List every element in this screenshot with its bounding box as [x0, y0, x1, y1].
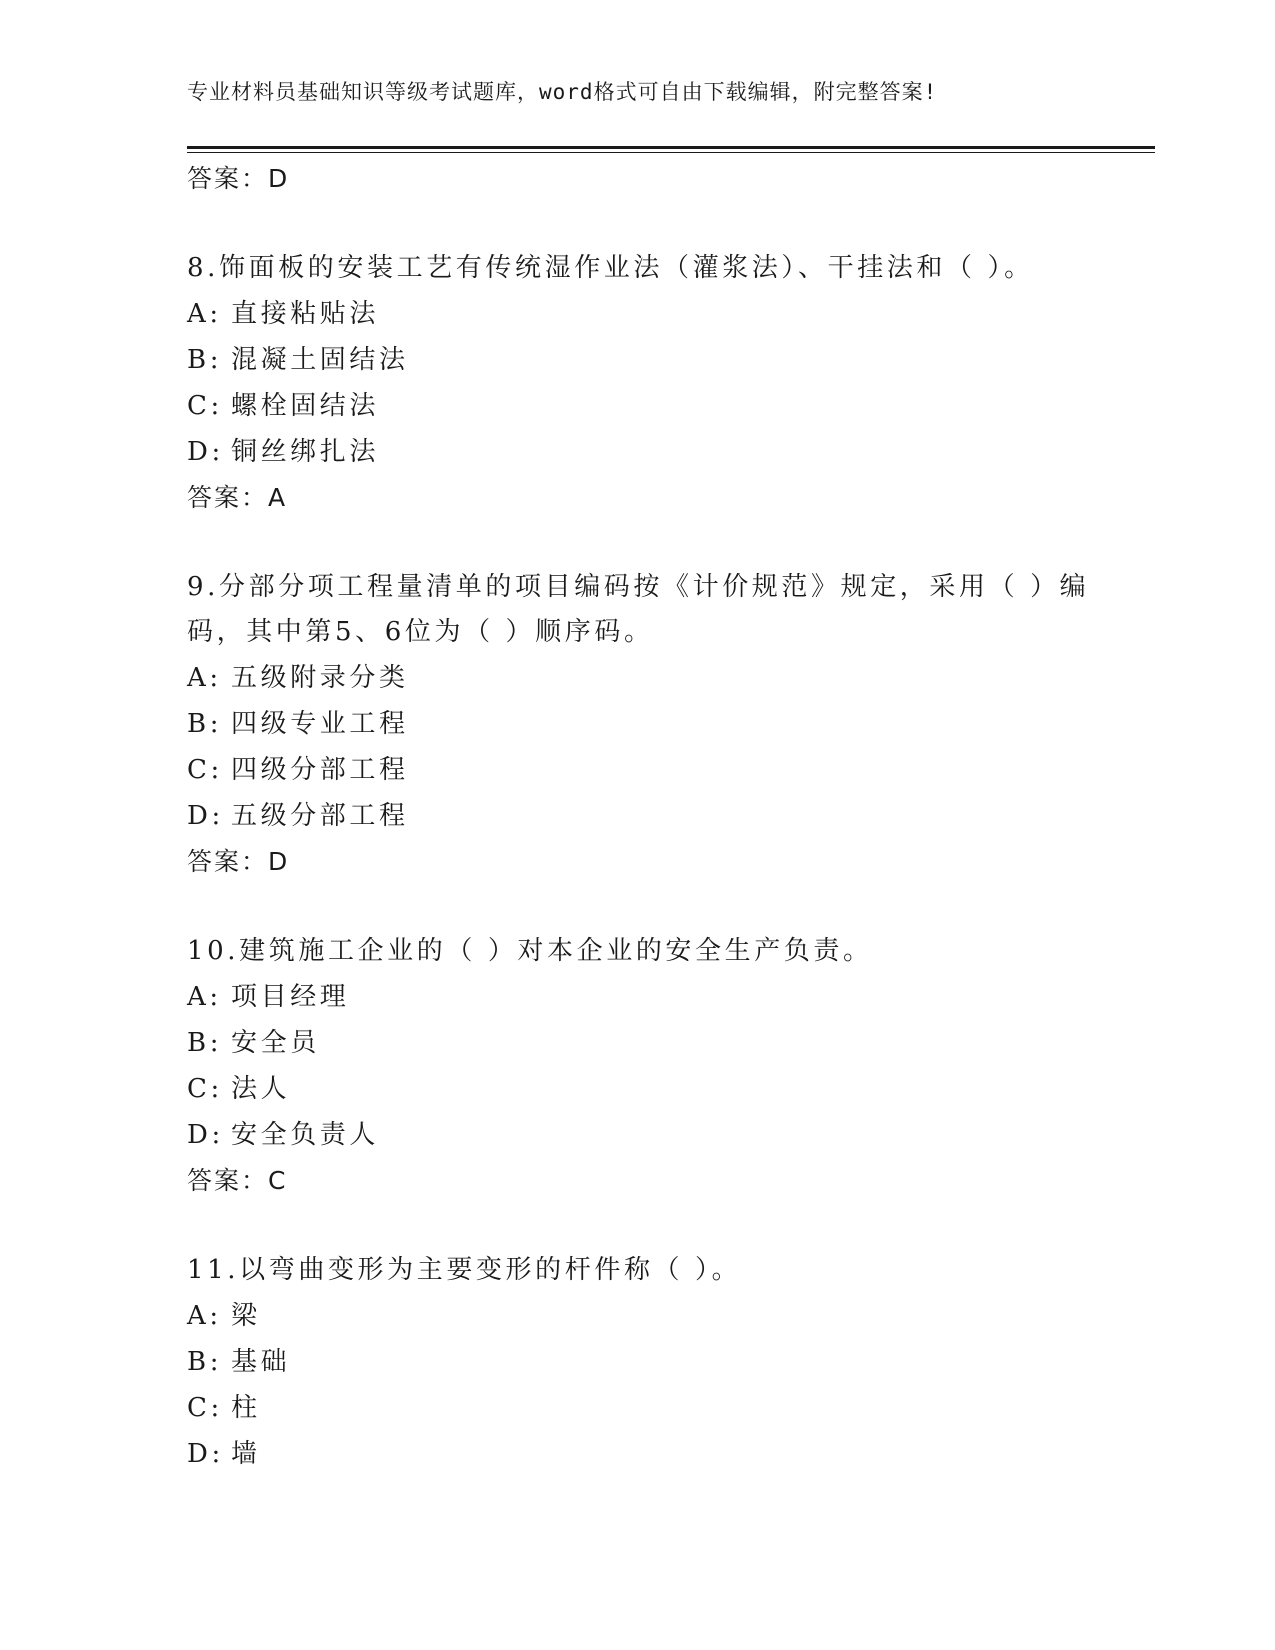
- option-letter: D:: [187, 1439, 224, 1469]
- option-text: 四级专业工程: [231, 709, 409, 739]
- option-item: [187, 1339, 1087, 1385]
- option-item: [187, 793, 1087, 839]
- option-letter: A:: [187, 299, 222, 329]
- option-item: [187, 1112, 1087, 1158]
- option-letter: D:: [187, 1120, 224, 1150]
- option-item: [187, 1431, 1087, 1477]
- option-item: [187, 291, 1087, 337]
- option-letter: B:: [187, 1347, 223, 1377]
- option-letter: A:: [187, 663, 222, 693]
- option-text: 四级分部工程: [231, 755, 409, 785]
- option-letter: C:: [187, 1074, 223, 1104]
- option-text: 基础: [231, 1347, 291, 1377]
- option-text: 五级附录分类: [231, 663, 409, 693]
- option-item: [187, 655, 1087, 701]
- question-block: [187, 246, 1087, 521]
- option-text: 混凝土固结法: [231, 345, 409, 375]
- question-stem: [187, 565, 1090, 655]
- question-stem: [187, 1248, 1087, 1293]
- option-letter: C:: [187, 391, 223, 421]
- question-text: 码，其中第5、6位为（ ）顺序码。: [187, 617, 654, 647]
- option-letter: C:: [187, 1393, 223, 1423]
- question-text: 11.以弯曲变形为主要变形的杆件称（ ）。: [187, 1255, 742, 1285]
- answer-line: 答案：C: [187, 1166, 288, 1195]
- option-text: 直接粘贴法: [231, 299, 380, 329]
- option-item: [187, 974, 1087, 1020]
- question-text: 9.分部分项工程量清单的项目编码按《计价规范》规定，采用（ ）编: [187, 572, 1090, 602]
- option-text: 柱: [231, 1393, 261, 1423]
- option-letter: B:: [187, 1028, 223, 1058]
- option-item: [187, 747, 1087, 793]
- option-item: [187, 429, 1087, 475]
- question-list: [187, 156, 1090, 1477]
- option-letter: B:: [187, 709, 223, 739]
- option-text: 螺栓固结法: [231, 391, 380, 421]
- option-item: [187, 1385, 1087, 1431]
- option-item: [187, 337, 1087, 383]
- option-letter: A:: [187, 982, 222, 1012]
- page-header: 专业材料员基础知识等级考试题库，word格式可自由下载编辑，附完整答案!: [187, 80, 938, 104]
- header-rule-thin: [187, 152, 1155, 153]
- question-stem: [187, 246, 1087, 291]
- option-letter: B:: [187, 345, 223, 375]
- option-letter: A:: [187, 1301, 222, 1331]
- question-block: [187, 929, 1087, 1204]
- option-text: 墙: [231, 1439, 261, 1469]
- option-item: [187, 701, 1087, 747]
- option-text: 安全负责人: [231, 1120, 380, 1150]
- option-text: 项目经理: [231, 982, 350, 1012]
- header-rule-thick: [187, 146, 1155, 149]
- question-block: [187, 565, 1090, 885]
- option-item: [187, 1066, 1087, 1112]
- option-text: 法人: [231, 1074, 291, 1104]
- answer-line: 答案：A: [187, 483, 288, 512]
- option-letter: D:: [187, 437, 224, 467]
- answer-line: 答案：D: [187, 164, 290, 193]
- option-item: [187, 1293, 1087, 1339]
- question-text: 8.饰面板的安装工艺有传统湿作业法（灌浆法）、干挂法和（ ）。: [187, 253, 1034, 283]
- option-item: [187, 383, 1087, 429]
- question-text: 10.建筑施工企业的（ ）对本企业的安全生产负责。: [187, 936, 873, 966]
- question-block: [187, 1248, 1087, 1477]
- option-letter: C:: [187, 755, 223, 785]
- option-letter: D:: [187, 801, 224, 831]
- option-text: 梁: [231, 1301, 261, 1331]
- option-text: 五级分部工程: [231, 801, 409, 831]
- option-text: 安全员: [231, 1028, 320, 1058]
- question-stem: [187, 929, 1087, 974]
- option-text: 铜丝绑扎法: [231, 437, 380, 467]
- option-item: [187, 1020, 1087, 1066]
- answer-line: 答案：D: [187, 847, 290, 876]
